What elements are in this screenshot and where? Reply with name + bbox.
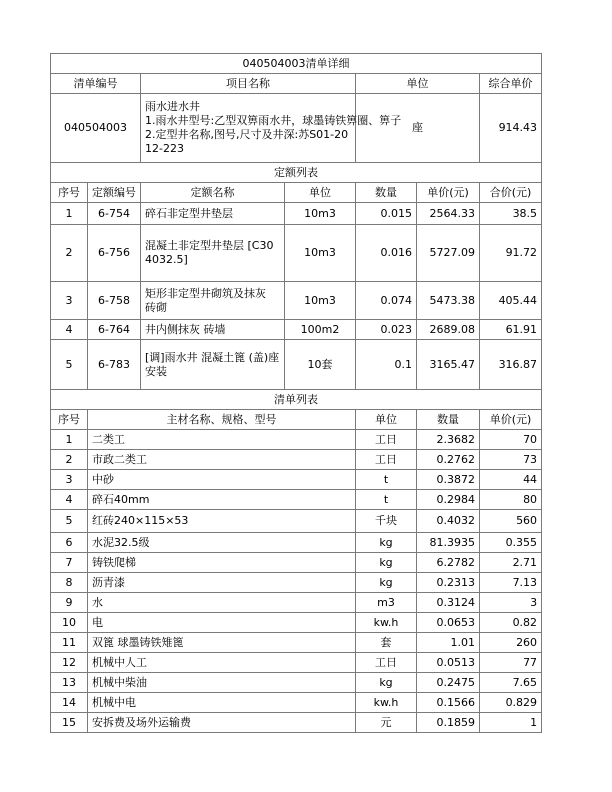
material-header-unit-price: 单价(元): [480, 410, 542, 430]
material-unit-price: 7.13: [480, 573, 542, 593]
quota-header-unit-price: 单价(元): [417, 183, 480, 203]
quota-row: [51, 225, 542, 282]
material-unit: t: [356, 470, 417, 490]
quota-unit: 10m3: [285, 203, 356, 225]
material-no: 15: [51, 713, 88, 733]
material-qty: 2.3682: [417, 430, 480, 450]
header-composite-price: 综合单价: [480, 74, 542, 94]
material-unit: kg: [356, 533, 417, 553]
material-row: [51, 633, 542, 653]
quota-name: [调]雨水井 混凝土篦 (盖)座安装: [141, 340, 285, 390]
quota-code: 6-783: [88, 340, 141, 390]
header-item-name: 项目名称: [141, 74, 356, 94]
material-qty: 0.2762: [417, 450, 480, 470]
material-name: 碎石40mm: [88, 490, 356, 510]
item-price: 914.43: [480, 94, 542, 163]
quota-no: 5: [51, 340, 88, 390]
item-name: [141, 94, 402, 163]
quota-no: 3: [51, 282, 88, 320]
quota-code: 6-754: [88, 203, 141, 225]
material-no: 7: [51, 553, 88, 573]
quota-name: 矩形非定型井砌筑及抹灰 砖砌: [141, 282, 285, 320]
material-header-unit: 单位: [356, 410, 417, 430]
material-qty: 0.1859: [417, 713, 480, 733]
quota-total: 91.72: [480, 225, 542, 282]
material-name: 机械中人工: [88, 653, 356, 673]
material-row: [51, 533, 542, 553]
quota-no: 1: [51, 203, 88, 225]
quota-header-no: 序号: [51, 183, 88, 203]
material-unit-price: 73: [480, 450, 542, 470]
material-unit: kg: [356, 673, 417, 693]
quota-name: 碎石非定型井垫层: [141, 203, 285, 225]
material-no: 8: [51, 573, 88, 593]
material-qty: 6.2782: [417, 553, 480, 573]
material-row: [51, 450, 542, 470]
quota-header-qty: 数量: [356, 183, 417, 203]
quota-total: 316.87: [480, 340, 542, 390]
quota-code: 6-756: [88, 225, 141, 282]
material-unit: kw.h: [356, 613, 417, 633]
material-no: 11: [51, 633, 88, 653]
material-section-title: 清单列表: [51, 390, 542, 410]
material-qty: 0.4032: [417, 510, 480, 533]
material-row: [51, 613, 542, 633]
quota-unit-price: 2564.33: [417, 203, 480, 225]
material-unit: 套: [356, 633, 417, 653]
item-name-line: 2.定型井名称,图号,尺寸及井深:苏S01-2012-223: [145, 128, 349, 155]
quota-qty: 0.074: [356, 282, 417, 320]
material-qty: 0.2313: [417, 573, 480, 593]
material-unit-price: 44: [480, 470, 542, 490]
material-unit: 千块: [356, 510, 417, 533]
material-unit-price: 7.65: [480, 673, 542, 693]
quota-qty: 0.016: [356, 225, 417, 282]
table-title: 040504003清单详细: [51, 54, 542, 74]
quota-header-unit: 单位: [285, 183, 356, 203]
material-unit-price: 2.71: [480, 553, 542, 573]
quota-code: 6-764: [88, 320, 141, 340]
material-name: 机械中柴油: [88, 673, 356, 693]
quota-qty: 0.015: [356, 203, 417, 225]
quota-unit: 10套: [285, 340, 356, 390]
material-row: [51, 693, 542, 713]
quota-header-row: [51, 183, 542, 203]
quota-row: [51, 320, 542, 340]
material-row: [51, 653, 542, 673]
material-no: 4: [51, 490, 88, 510]
material-row: [51, 470, 542, 490]
quota-section-title: 定额列表: [51, 163, 542, 183]
material-qty: 0.1566: [417, 693, 480, 713]
material-rows: [51, 430, 542, 733]
material-unit: 元: [356, 713, 417, 733]
quota-qty: 0.023: [356, 320, 417, 340]
material-qty: 0.3872: [417, 470, 480, 490]
item-unit: 座: [356, 94, 480, 163]
quota-total: 38.5: [480, 203, 542, 225]
quota-header-name: 定额名称: [141, 183, 285, 203]
material-name: 市政二类工: [88, 450, 356, 470]
quota-no: 2: [51, 225, 88, 282]
material-qty: 0.0513: [417, 653, 480, 673]
material-no: 14: [51, 693, 88, 713]
material-unit-price: 3: [480, 593, 542, 613]
material-name: 电: [88, 613, 356, 633]
header-unit: 单位: [356, 74, 480, 94]
material-no: 1: [51, 430, 88, 450]
material-qty: 81.3935: [417, 533, 480, 553]
material-unit: 工日: [356, 653, 417, 673]
quota-unit-price: 5473.38: [417, 282, 480, 320]
material-no: 2: [51, 450, 88, 470]
material-name: 水泥32.5级: [88, 533, 356, 553]
quota-total: 61.91: [480, 320, 542, 340]
item-name-line: 1.雨水井型号:乙型双箅雨水井，球墨铸铁箅圈、箅子: [145, 114, 402, 127]
quota-total: 405.44: [480, 282, 542, 320]
top-header-row: [51, 74, 542, 94]
material-name: 红砖240×115×53: [88, 510, 356, 533]
material-qty: 0.2475: [417, 673, 480, 693]
material-unit: kg: [356, 573, 417, 593]
material-no: 6: [51, 533, 88, 553]
material-unit-price: 70: [480, 430, 542, 450]
quota-unit: 10m3: [285, 282, 356, 320]
material-row: [51, 510, 542, 533]
material-unit-price: 0.829: [480, 693, 542, 713]
quota-unit: 100m2: [285, 320, 356, 340]
material-unit-price: 77: [480, 653, 542, 673]
material-qty: 1.01: [417, 633, 480, 653]
material-unit-price: 0.355: [480, 533, 542, 553]
material-unit: m3: [356, 593, 417, 613]
material-name: 沥青漆: [88, 573, 356, 593]
material-unit-price: 260: [480, 633, 542, 653]
material-unit-price: 1: [480, 713, 542, 733]
bill-item-row: [51, 94, 542, 163]
material-no: 13: [51, 673, 88, 693]
header-bill-code: 清单编号: [51, 74, 141, 94]
material-no: 5: [51, 510, 88, 533]
item-name-line: 雨水进水井: [145, 100, 200, 113]
material-row: [51, 713, 542, 733]
quota-no: 4: [51, 320, 88, 340]
material-unit-price: 80: [480, 490, 542, 510]
material-row: [51, 490, 542, 510]
material-unit: kw.h: [356, 693, 417, 713]
bill-detail-table: [50, 53, 542, 733]
material-name: 二类工: [88, 430, 356, 450]
material-name: 安拆费及场外运输费: [88, 713, 356, 733]
material-header-row: [51, 410, 542, 430]
material-row: [51, 593, 542, 613]
material-qty: 0.0653: [417, 613, 480, 633]
material-name: 铸铁爬梯: [88, 553, 356, 573]
quota-row: [51, 340, 542, 390]
quota-header-total: 合价(元): [480, 183, 542, 203]
quota-row: [51, 203, 542, 225]
material-header-no: 序号: [51, 410, 88, 430]
material-row: [51, 553, 542, 573]
material-unit: 工日: [356, 430, 417, 450]
quota-unit-price: 5727.09: [417, 225, 480, 282]
material-unit-price: 0.82: [480, 613, 542, 633]
item-code: 040504003: [51, 94, 141, 163]
material-qty: 0.3124: [417, 593, 480, 613]
material-unit: 工日: [356, 450, 417, 470]
quota-header-code: 定额编号: [88, 183, 141, 203]
material-no: 3: [51, 470, 88, 490]
quota-row: [51, 282, 542, 320]
material-name: 机械中电: [88, 693, 356, 713]
quota-unit-price: 3165.47: [417, 340, 480, 390]
material-no: 12: [51, 653, 88, 673]
material-unit-price: 560: [480, 510, 542, 533]
quota-qty: 0.1: [356, 340, 417, 390]
quota-unit: 10m3: [285, 225, 356, 282]
quota-name: 井内侧抹灰 砖墙: [141, 320, 285, 340]
material-name: 双篦 球墨铸铁雉篦: [88, 633, 356, 653]
material-name: 水: [88, 593, 356, 613]
material-no: 9: [51, 593, 88, 613]
material-no: 10: [51, 613, 88, 633]
quota-code: 6-758: [88, 282, 141, 320]
material-name: 中砂: [88, 470, 356, 490]
quota-name: 混凝土非定型井垫层 [C304032.5]: [141, 225, 285, 282]
material-unit: t: [356, 490, 417, 510]
material-header-name: 主材名称、规格、型号: [88, 410, 356, 430]
material-header-qty: 数量: [417, 410, 480, 430]
material-qty: 0.2984: [417, 490, 480, 510]
quota-unit-price: 2689.08: [417, 320, 480, 340]
material-unit: kg: [356, 553, 417, 573]
material-row: [51, 573, 542, 593]
material-row: [51, 430, 542, 450]
material-row: [51, 673, 542, 693]
